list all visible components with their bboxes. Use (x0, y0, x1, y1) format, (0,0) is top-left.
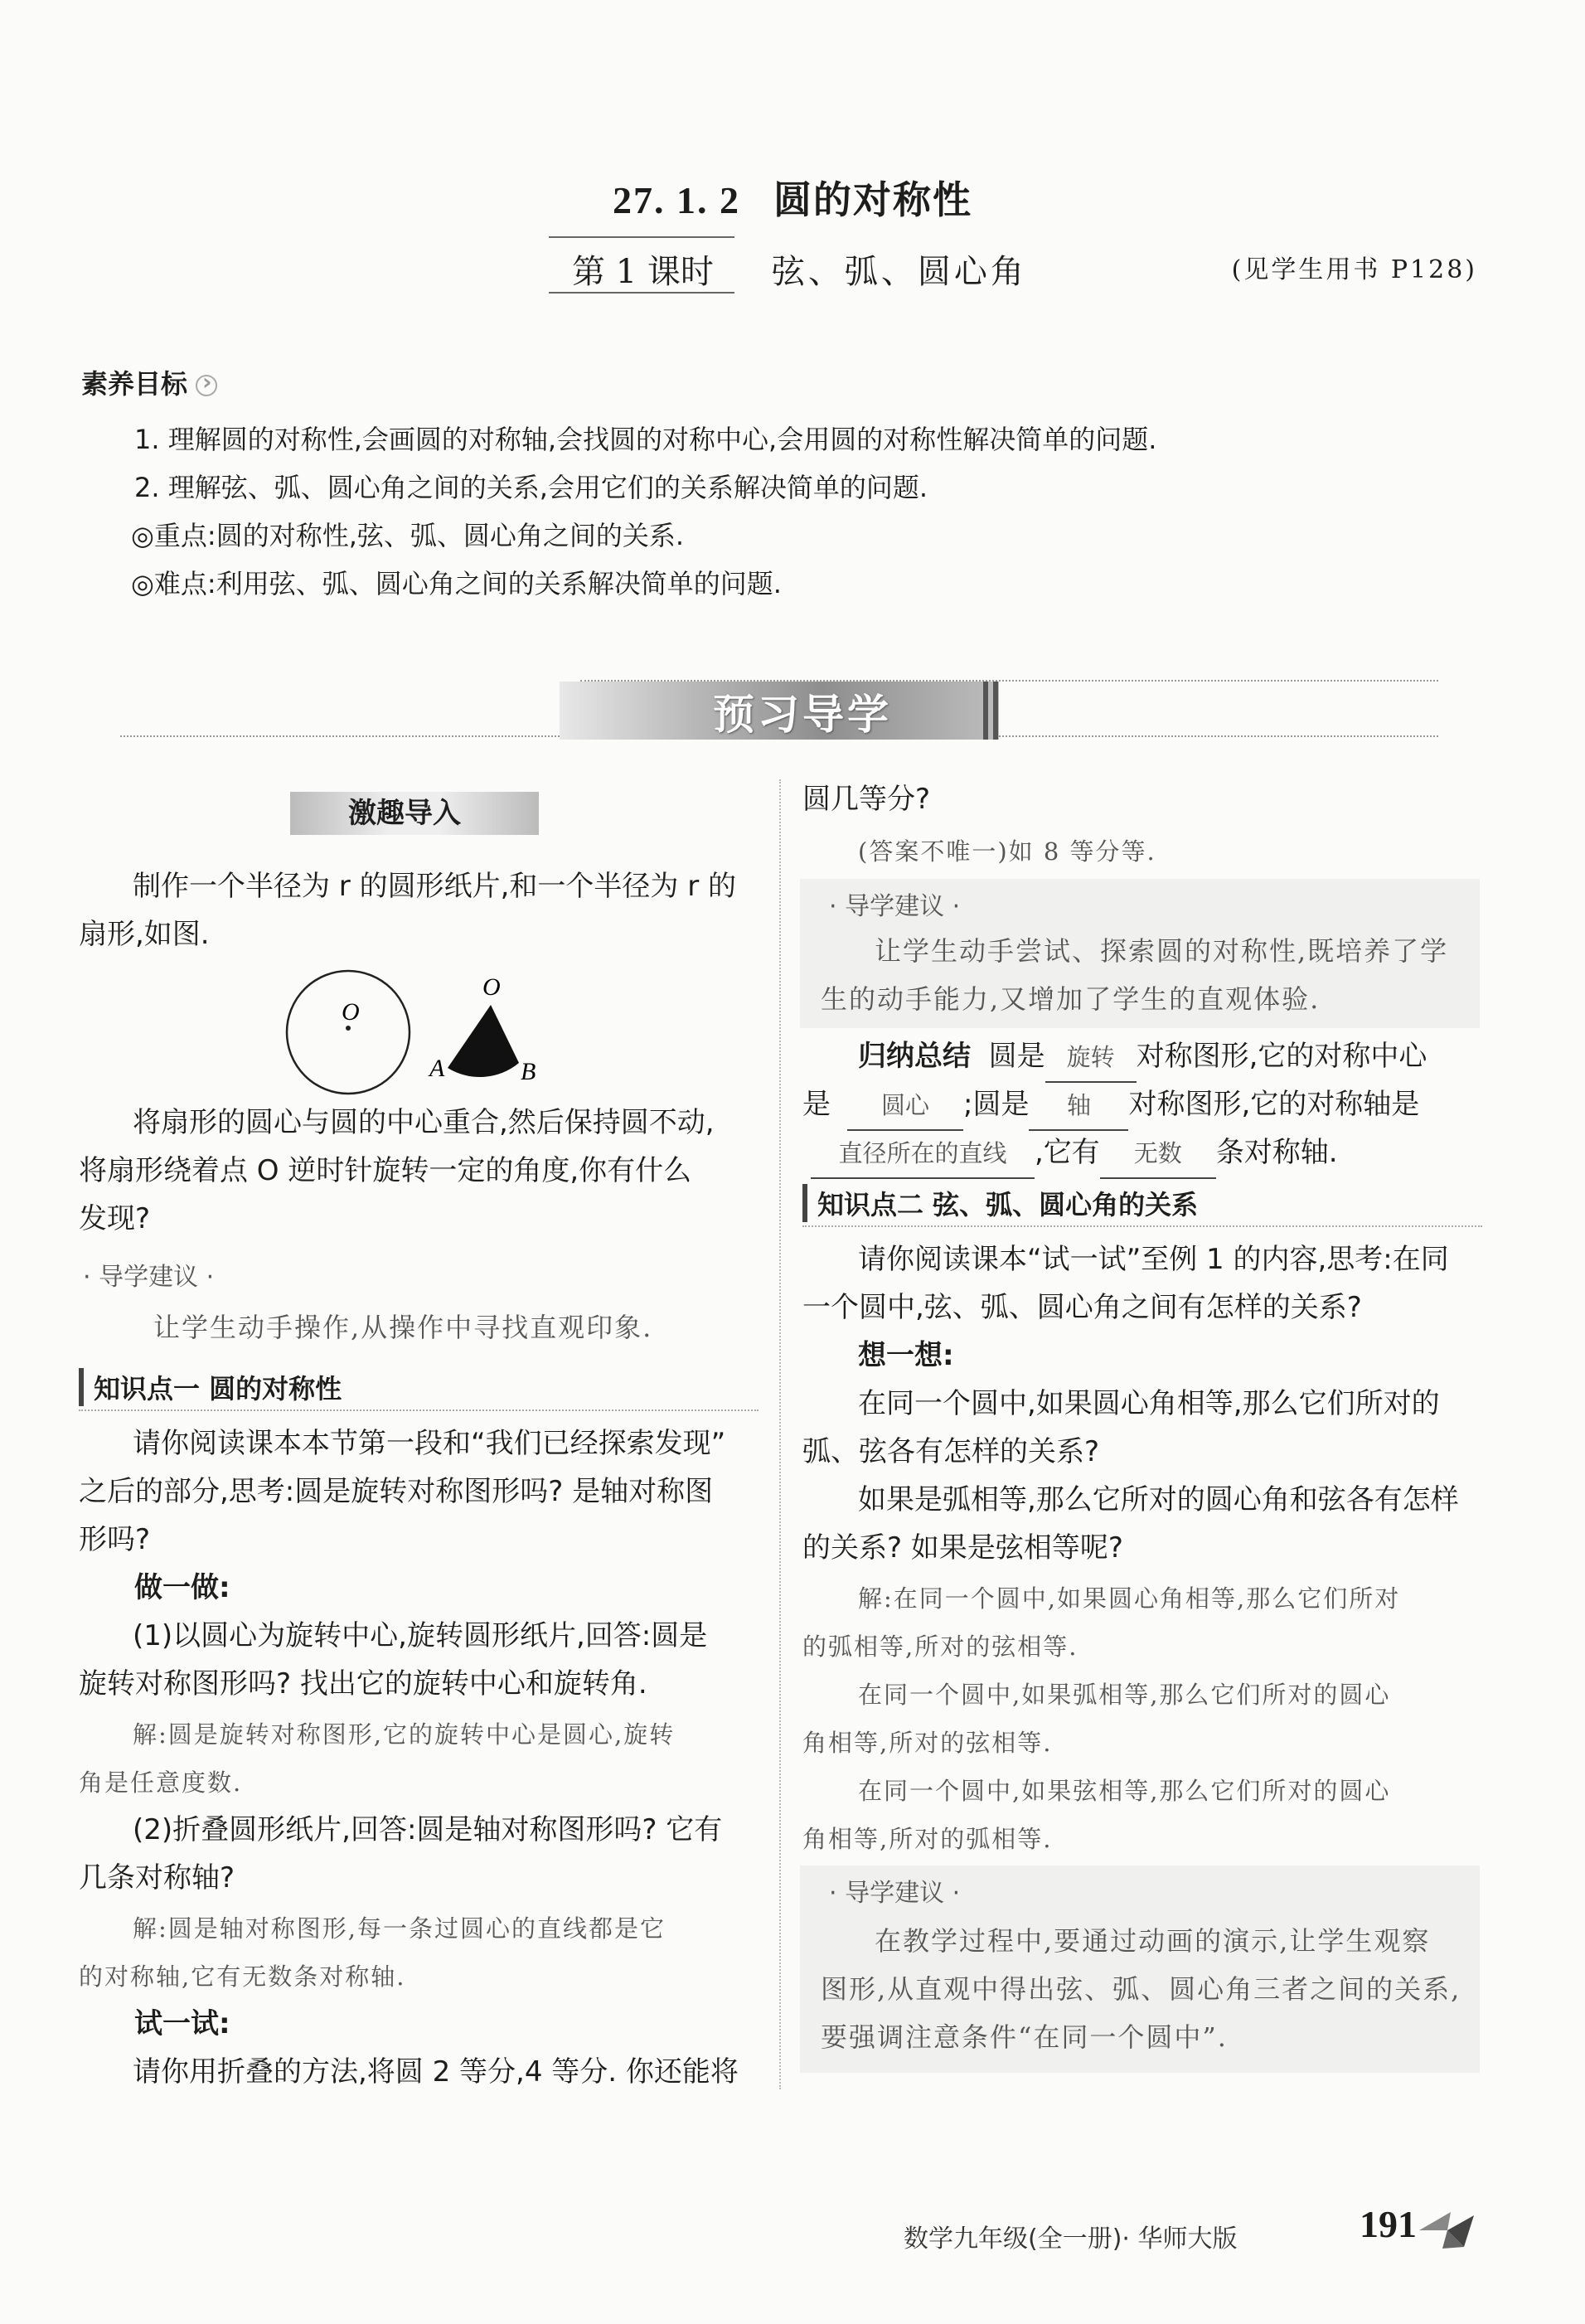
divider (79, 1409, 759, 1411)
key-point: ◎重点:圆的对称性,弦、弧、圆心角之间的关系. (131, 520, 685, 551)
paragraph: 请你阅读课本本节第一段和“我们已经探索发现” (133, 1427, 726, 1460)
summary-line-3: 直径所在的直线 ,它有 无数 条对称轴. (802, 1128, 1338, 1179)
fill-blank: 旋转 (1045, 1033, 1137, 1083)
summary-line-2: 是 圆心 ;圆是 轴 对称图形,它的对称轴是 (802, 1080, 1419, 1131)
goal-item: 1. 理解圆的对称性,会画圆的对称轴,会找圆的对称中心,会用圆的对称性解决简单的问题. (134, 424, 1157, 455)
book-reference: (见学生用书 P128) (1231, 255, 1477, 284)
answer: 角是任意度数. (79, 1768, 243, 1797)
answer: 解:圆是轴对称图形,每一条过圆心的直线都是它 (133, 1914, 666, 1943)
label-B: B (521, 1058, 536, 1085)
paragraph: 圆几等分? (802, 783, 931, 816)
circle-sector-figure (274, 962, 572, 1111)
question: 几条对称轴? (79, 1861, 235, 1895)
answer: 角相等,所对的弧相等. (802, 1825, 1053, 1853)
paragraph: 之后的部分,思考:圆是旋转对称图形吗? 是轴对称图 (79, 1475, 714, 1508)
difficult-point: ◎难点:利用弦、弧、圆心角之间的关系解决简单的问题. (131, 568, 782, 599)
answer: 解:圆是旋转对称图形,它的旋转中心是圆心,旋转 (133, 1720, 676, 1749)
label-A: A (429, 1055, 445, 1082)
lesson-rule-top (549, 236, 734, 238)
fill-blank: 圆心 (847, 1081, 963, 1131)
lesson-label: 第 1 课时 (572, 253, 714, 291)
label-O: O (482, 973, 501, 1001)
guide-text: 让学生动手尝试、探索圆的对称性,既培养了学 (875, 935, 1449, 967)
guide-text: 要强调注意条件“在同一个圆中”. (821, 2021, 1228, 2053)
center-dot (346, 1026, 351, 1031)
paragraph: 发现? (79, 1202, 151, 1235)
question: 旋转对称图形吗? 找出它的旋转中心和旋转角. (79, 1667, 647, 1701)
try-heading: 试一试: (134, 2007, 230, 2040)
intro-heading: 激趣导入 (348, 797, 461, 830)
paragraph: 扇形,如图. (79, 918, 210, 951)
section-number: 27. 1. 2 (613, 179, 740, 221)
fill-blank: 直径所在的直线 (811, 1129, 1035, 1179)
label-O: O (342, 998, 360, 1026)
answer: 角相等,所对的弦相等. (802, 1729, 1053, 1757)
goals-heading: 素养目标› (81, 363, 217, 401)
paragraph: 请你用折叠的方法,将圆 2 等分,4 等分. 你还能将 (133, 2055, 739, 2089)
goal-item: 2. 理解弦、弧、圆心角之间的关系,会用它们的关系解决简单的问题. (134, 472, 928, 503)
question: 的关系? 如果是弦相等呢? (802, 1531, 1123, 1565)
origami-bird-icon (1418, 2205, 1476, 2255)
banner-bar (993, 682, 998, 740)
guide-label: · 导学建议 · (829, 1879, 961, 1908)
paragraph: 制作一个半径为 r 的圆形纸片,和一个半径为 r 的 (133, 870, 736, 903)
guide-text: 让学生动手操作,从操作中寻找直观印象. (153, 1312, 653, 1343)
fill-blank: 无数 (1100, 1129, 1216, 1179)
knowledge-point-2: 知识点二 弦、弧、圆心角的关系 (802, 1184, 1198, 1222)
paragraph: 请你阅读课本“试一试”至例 1 的内容,思考:在同 (858, 1243, 1449, 1276)
answer: 的弧相等,所对的弦相等. (802, 1633, 1078, 1661)
question: (1)以圆心为旋转中心,旋转圆形纸片,回答:圆是 (133, 1619, 708, 1652)
summary-line-1: 归纳总结 圆是 旋转 对称图形,它的对称中心 (858, 1032, 1427, 1083)
answer: 在同一个圆中,如果弧相等,那么它们所对的圆心 (858, 1681, 1391, 1709)
guide-text: 在教学过程中,要通过动画的演示,让学生观察 (875, 1925, 1431, 1957)
question: (2)折叠圆形纸片,回答:圆是轴对称图形吗? 它有 (133, 1813, 723, 1846)
sector-shape (448, 1005, 519, 1077)
think-heading: 想一想: (858, 1339, 954, 1372)
answer: (答案不唯一)如 8 等分等. (858, 837, 1156, 866)
paragraph: 将扇形绕着点 O 逆时针旋转一定的角度,你有什么 (79, 1154, 692, 1187)
section-title (0, 170, 1585, 225)
lesson-topic: 弦、弧、圆心角 (771, 253, 1027, 291)
question: 如果是弧相等,那么它所对的圆心角和弦各有怎样 (858, 1483, 1459, 1516)
footer-book-title: 数学九年级(全一册)· 华师大版 (904, 2225, 1238, 2254)
circle-shape (287, 971, 410, 1094)
lesson-line (572, 245, 1027, 293)
paragraph: 将扇形的圆心与圆的中心重合,然后保持圆不动, (133, 1106, 715, 1139)
page-number: 191 (1360, 2203, 1417, 2245)
guide-label: · 导学建议 · (83, 1263, 215, 1292)
summary-label: 归纳总结 (858, 1040, 971, 1073)
answer: 解:在同一个圆中,如果圆心角相等,那么它们所对 (858, 1584, 1401, 1613)
column-divider (779, 779, 781, 2089)
answer: 的对称轴,它有无数条对称轴. (79, 1963, 406, 1991)
guide-text: 图形,从直观中得出弦、弧、圆心角三者之间的关系, (821, 1973, 1461, 2005)
guide-text: 生的动手能力,又增加了学生的直观体验. (821, 983, 1321, 1015)
lesson-rule-bottom (549, 292, 734, 294)
divider (802, 1225, 1482, 1227)
knowledge-point-1: 知识点一 圆的对称性 (79, 1368, 342, 1406)
section-name: 圆的对称性 (773, 177, 972, 222)
banner-title: 预习导学 (713, 691, 892, 739)
fill-blank: 轴 (1029, 1081, 1128, 1131)
paragraph: 形吗? (79, 1523, 151, 1556)
question: 在同一个圆中,如果圆心角相等,那么它们所对的 (858, 1387, 1440, 1420)
guide-label: · 导学建议 · (829, 892, 961, 921)
question: 弧、弦各有怎样的关系? (802, 1435, 1100, 1468)
do-heading: 做一做: (134, 1571, 230, 1604)
paragraph: 一个圆中,弦、弧、圆心角之间有怎样的关系? (802, 1291, 1362, 1324)
answer: 在同一个圆中,如果弦相等,那么它们所对的圆心 (858, 1777, 1391, 1805)
banner-bar (983, 682, 988, 740)
arrow-icon (196, 375, 217, 396)
